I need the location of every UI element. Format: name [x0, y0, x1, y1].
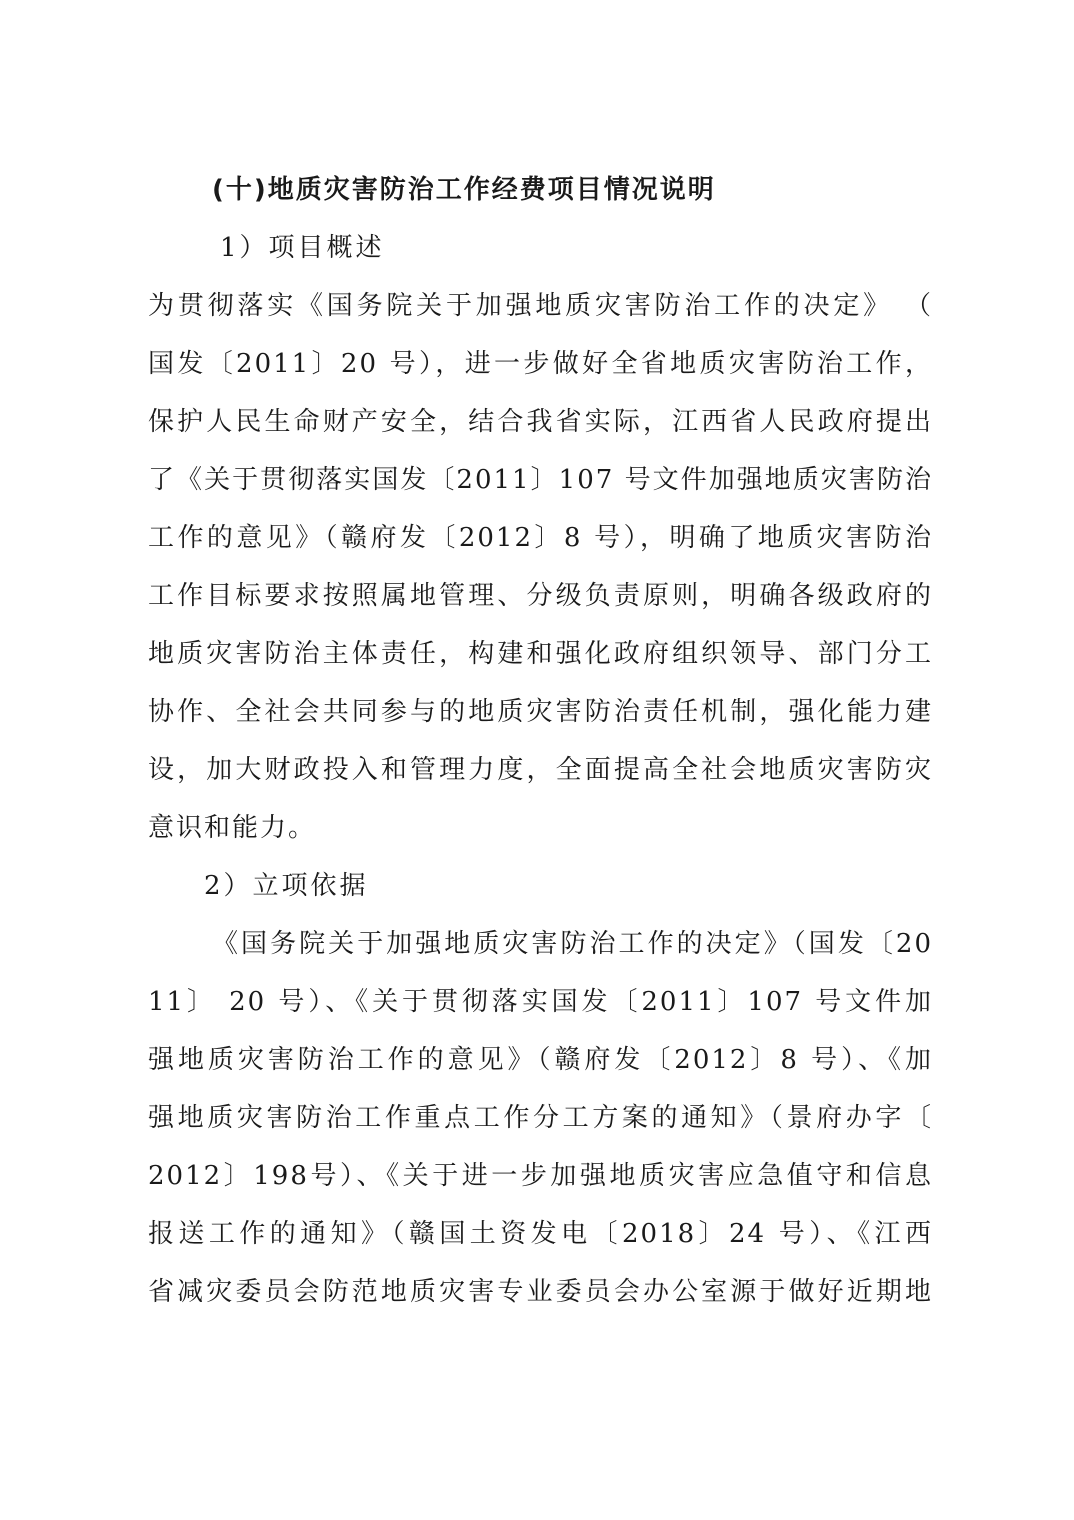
paragraph-line: 11〕 20 号）、《关于贯彻落实国发〔2011〕107 号文件加 [148, 987, 933, 1017]
paragraph-line: 协作、全社会共同参与的地质灾害防治责任机制，强化能力建 [148, 697, 933, 727]
paragraph-line: 保护人民生命财产安全，结合我省实际，江西省人民政府提出 [148, 407, 933, 437]
paragraph-line: 省减灾委员会防范地质灾害专业委员会办公室源于做好近期地 [148, 1277, 933, 1307]
paragraph-line: 工作目标要求按照属地管理、分级负责原则，明确各级政府的 [148, 581, 933, 611]
paragraph-line: 工作的意见》（赣府发〔2012〕8 号），明确了地质灾害防治 [148, 523, 933, 553]
paragraph-line: 2012〕198号）、《关于进一步加强地质灾害应急值守和信息 [148, 1161, 933, 1191]
basis-heading: 2）立项依据 [204, 871, 369, 901]
paragraph-line: 为贯彻落实《国务院关于加强地质灾害防治工作的决定》 （ [148, 291, 933, 321]
paragraph-line: 强地质灾害防治工作重点工作分工方案的通知》（景府办字〔 [148, 1103, 933, 1133]
paragraph-line: 地质灾害防治主体责任，构建和强化政府组织领导、部门分工 [148, 639, 933, 669]
paragraph-line: 强地质灾害防治工作的意见》（赣府发〔2012〕8 号）、《加 [148, 1045, 933, 1075]
paragraph-line: 了《关于贯彻落实国发〔2011〕107 号文件加强地质灾害防治 [148, 465, 933, 495]
paragraph-line: 国发〔2011〕20 号），进一步做好全省地质灾害防治工作， [148, 349, 933, 379]
paragraph-line: 《国务院关于加强地质灾害防治工作的决定》（国发〔20 [212, 929, 933, 959]
section-title: (十)地质灾害防治工作经费项目情况说明 [212, 175, 716, 205]
overview-heading: 1）项目概述 [220, 233, 385, 263]
paragraph-line: 意识和能力。 [148, 813, 317, 843]
paragraph-line: 报送工作的通知》（赣国土资发电〔2018〕24 号）、《江西 [148, 1219, 933, 1249]
paragraph-line: 设，加大财政投入和管理力度，全面提高全社会地质灾害防灾 [148, 755, 933, 785]
